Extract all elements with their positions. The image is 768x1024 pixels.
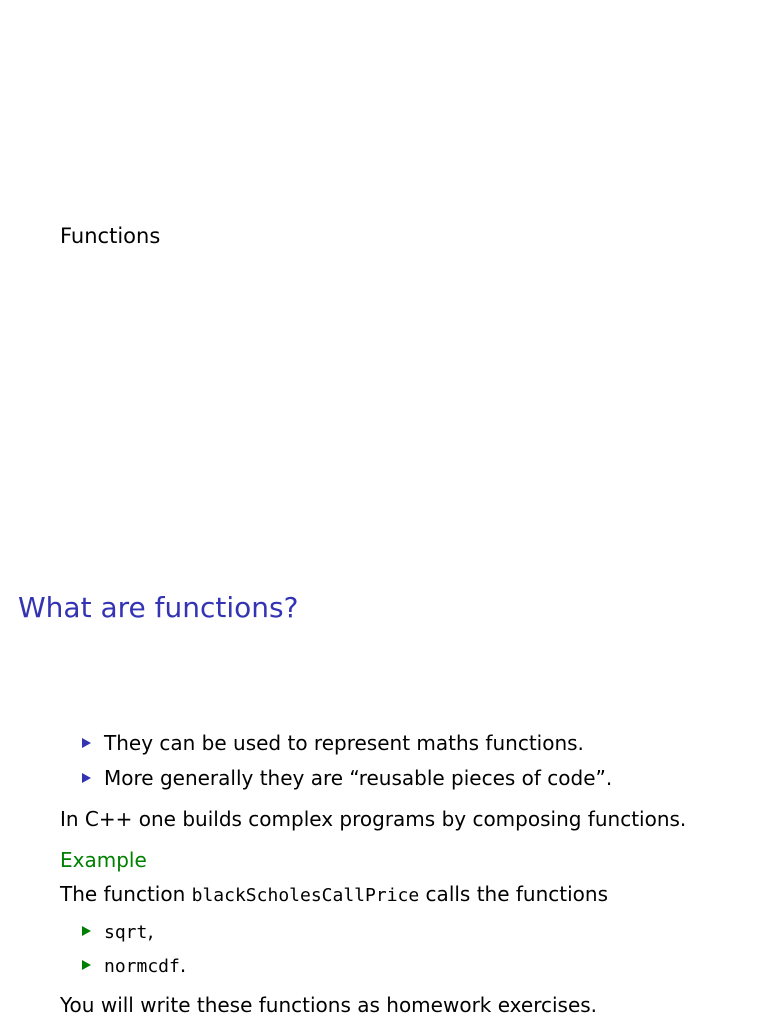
- list-item: [82, 917, 154, 947]
- item-suffix: ,: [147, 919, 154, 943]
- item-suffix: .: [179, 953, 187, 977]
- example-intro: [60, 880, 608, 910]
- body-paragraph: In C++ one builds complex programs by composing functions.: [60, 807, 687, 831]
- intro-prefix: The function: [60, 882, 192, 906]
- triangle-bullet-icon: [82, 960, 91, 970]
- intro-suffix: calls the functions: [419, 882, 609, 906]
- closing-paragraph: You will write these functions as homework exercises.: [60, 993, 598, 1017]
- code-item: sqrt: [104, 922, 148, 943]
- triangle-bullet-icon: [82, 738, 91, 748]
- bullet-text: More generally they are “reusable pieces of code”.: [104, 766, 613, 790]
- list-item: [82, 764, 612, 792]
- triangle-bullet-icon: [82, 773, 91, 783]
- triangle-bullet-icon: [82, 926, 91, 936]
- bullet-text: They can be used to represent maths functions.: [104, 731, 584, 755]
- section-title: Functions: [60, 224, 161, 248]
- list-item: [82, 729, 584, 757]
- example-heading: Example: [60, 848, 147, 872]
- frame-title: What are functions?: [18, 591, 299, 624]
- list-item: [82, 951, 186, 981]
- code-function-name: blackScholesCallPrice: [191, 885, 420, 906]
- code-item: normcdf: [104, 956, 180, 977]
